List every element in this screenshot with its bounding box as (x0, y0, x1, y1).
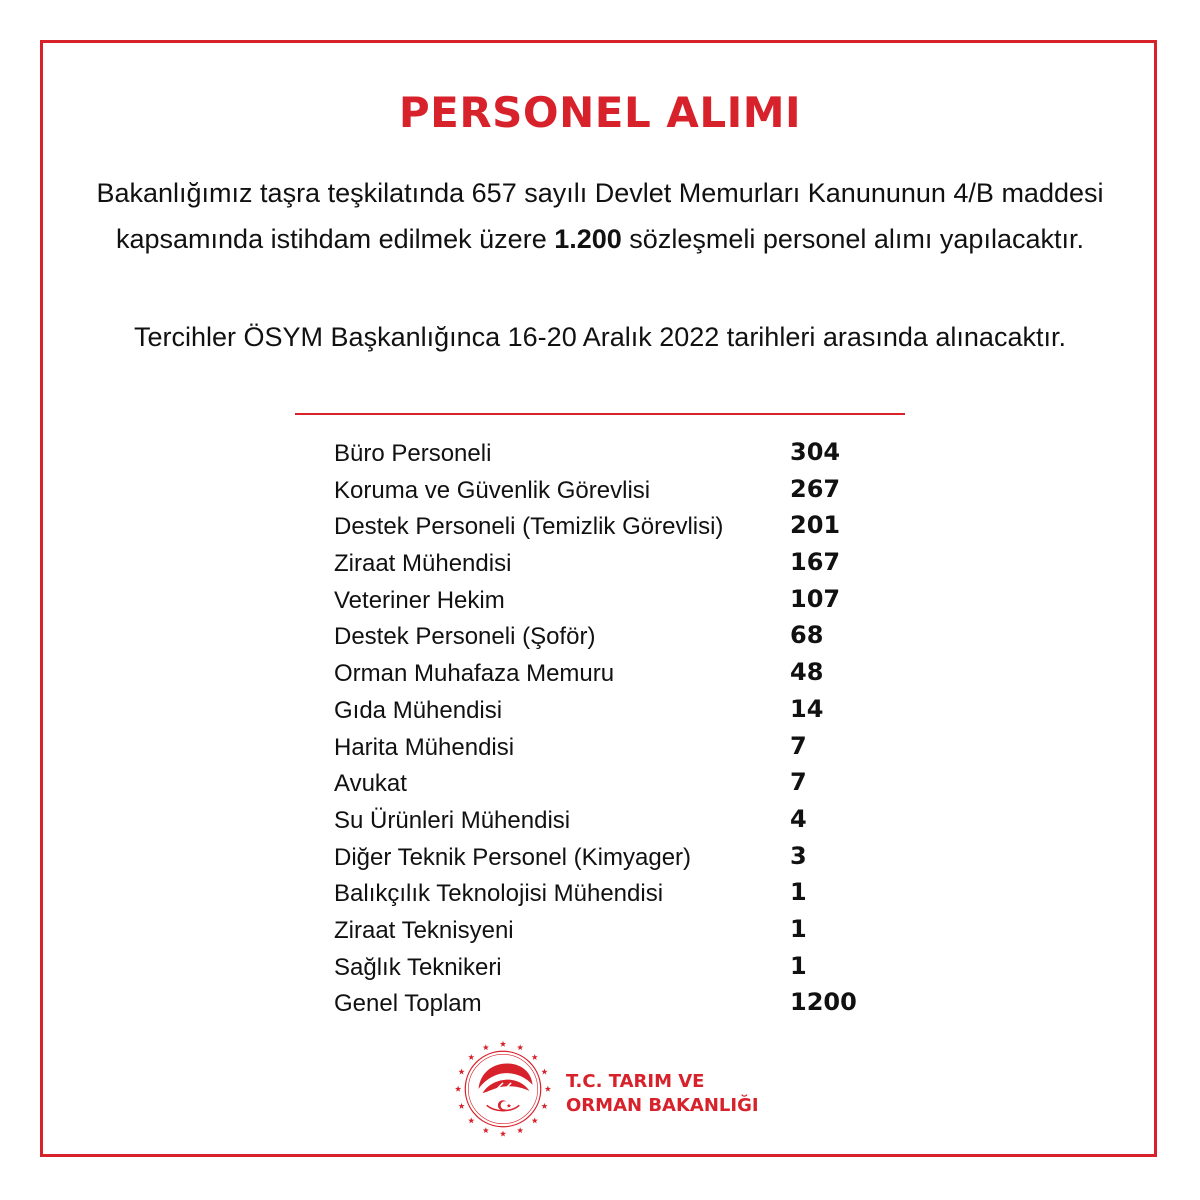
position-count: 3 (790, 841, 807, 870)
position-count: 1 (790, 914, 807, 943)
emblem-star-icon (517, 1044, 523, 1050)
page-title: PERSONEL ALIMI (398, 88, 802, 137)
organization-name-line2: ORMAN BAKANLIĞI (566, 1095, 759, 1116)
emblem-star-icon (545, 1086, 551, 1092)
position-label: Genel Toplam (334, 990, 482, 1018)
section-divider (295, 413, 905, 415)
position-label: Su Ürünleri Mühendisi (334, 806, 571, 834)
position-row (334, 840, 894, 877)
position-label: Diğer Teknik Personel (Kimyager) (334, 843, 692, 871)
announcement-paragraph (90, 170, 1110, 262)
position-row (334, 803, 894, 840)
position-label: Koruma ve Güvenlik Görevlisi (334, 476, 651, 504)
position-count: 14 (790, 694, 824, 723)
personnel-count-highlight: 1.200 (554, 224, 622, 254)
position-row (334, 546, 894, 583)
emblem-star-icon (500, 1131, 506, 1137)
position-count: 167 (790, 548, 841, 577)
position-row (334, 730, 894, 767)
position-row (334, 986, 894, 1023)
emblem-star-icon (455, 1086, 461, 1092)
emblem-star-icon (483, 1044, 489, 1050)
organization-name-line1: T.C. TARIM VE (566, 1071, 705, 1092)
position-count: 201 (790, 511, 841, 540)
emblem-star-icon (458, 1069, 464, 1075)
position-count: 4 (790, 804, 807, 833)
announcement-text-start: Bakanlığımız taşra teşkilatında 657 sayılı Devlet Memurları Kanununun 4/B maddesi kapsamında istihdam edilmek üzere (96, 178, 1104, 254)
position-label: Veteriner Hekim (334, 586, 505, 614)
position-row (334, 693, 894, 730)
position-count: 7 (790, 731, 807, 760)
position-count: 1200 (790, 988, 857, 1017)
announcement-text-end: sözleşmeli personel alımı yapılacaktır. (621, 224, 1084, 254)
emblem-star-icon (532, 1054, 538, 1060)
position-count: 68 (790, 621, 824, 650)
position-row (334, 913, 894, 950)
ministry-emblem-icon (452, 1038, 554, 1140)
position-label: Balıkçılık Teknolojisi Mühendisi (334, 880, 664, 908)
position-row (334, 583, 894, 620)
position-row (334, 950, 894, 987)
position-count: 1 (790, 878, 807, 907)
emblem-star-icon (500, 1041, 506, 1047)
position-row (334, 766, 894, 803)
emblem-star-icon (541, 1069, 547, 1075)
position-label: Gıda Mühendisi (334, 696, 503, 724)
position-row (334, 656, 894, 693)
position-label: Orman Muhafaza Memuru (334, 660, 615, 688)
position-row (334, 876, 894, 913)
position-label: Destek Personeli (Temizlik Görevlisi) (334, 513, 724, 541)
position-label: Büro Personeli (334, 440, 492, 467)
emblem-star-icon (458, 1103, 464, 1109)
position-count: 7 (790, 768, 807, 797)
position-row (334, 619, 894, 656)
position-count: 304 (790, 438, 841, 466)
preference-dates-paragraph: Tercihler ÖSYM Başkanlığınca 16-20 Aralık 2022 tarihleri arasında alınacaktır. (134, 322, 1066, 352)
emblem-star-icon (541, 1103, 547, 1109)
position-label: Ziraat Teknisyeni (334, 916, 514, 944)
position-row (334, 436, 894, 473)
position-label: Avukat (334, 770, 407, 798)
position-count: 107 (790, 584, 841, 613)
emblem-star-icon (517, 1127, 523, 1133)
position-label: Destek Personeli (Şoför) (334, 623, 596, 651)
emblem-star-icon (468, 1054, 474, 1060)
position-label: Sağlık Teknikeri (334, 953, 502, 981)
position-label: Ziraat Mühendisi (334, 550, 512, 578)
position-count: 1 (790, 951, 807, 980)
emblem-star-icon (468, 1117, 474, 1123)
organization-name (566, 1070, 759, 1118)
position-count: 48 (790, 658, 824, 687)
emblem-star-icon (483, 1127, 489, 1133)
emblem-star-icon (532, 1117, 538, 1123)
position-row (334, 509, 894, 546)
positions-table (334, 436, 894, 1023)
position-count: 267 (790, 474, 841, 503)
position-label: Harita Mühendisi (334, 733, 515, 761)
position-row (334, 473, 894, 510)
